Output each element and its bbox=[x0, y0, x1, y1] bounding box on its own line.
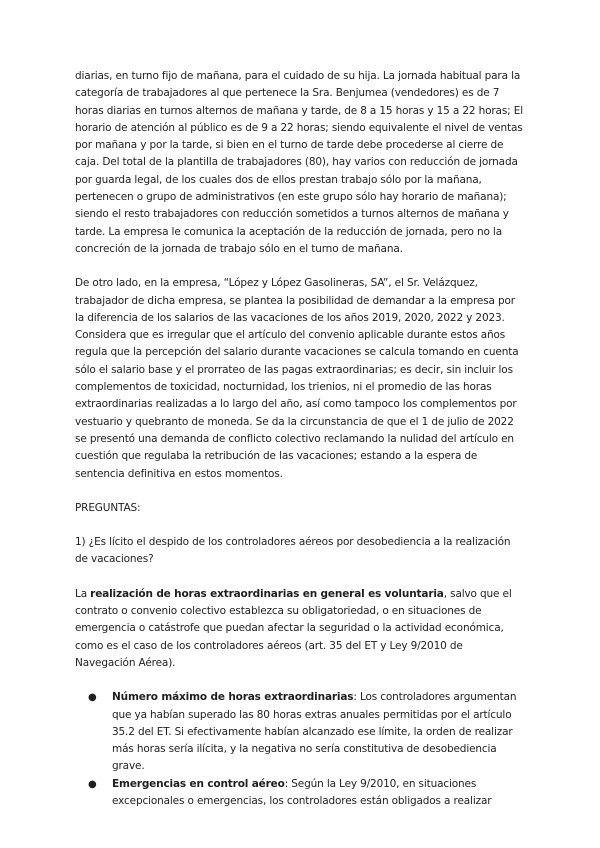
list-item bbox=[75, 776, 524, 811]
list-item-text: : Según la Ley 9/2010, en situaciones excepcionales o emergencias, los controladores están obligados a realizar bbox=[112, 777, 492, 807]
bullet-list bbox=[75, 689, 524, 810]
section-heading-preguntas: PREGUNTAS: bbox=[75, 501, 141, 514]
answer-paragraph bbox=[75, 586, 524, 672]
question-1: 1) ¿Es lícito el despido de los controladores aéreos por desobediencia a la realización de vacaciones? bbox=[75, 536, 511, 566]
list-item-text: : Los controladores argumentan que ya habían superado las 80 horas extras anuales permitidas por el artículo 35.2 del ET. Si efectivamente habían alcanzado ese límite, la orden de realizar más horas sería ilícita, y la negativa no sería constitutiva de desobediencia grave. bbox=[112, 691, 517, 773]
list-item-title: Emergencias en control aéreo bbox=[112, 777, 285, 790]
paragraph-vacaciones: De otro lado, en la empresa, “López y López Gasolineras, SA”, el Sr. Velázquez, trabajador de dicha empresa, se plantea la posibilidad de demandar a la empresa por la diferencia de los salarios de las vacaciones de los años 2019, 2020, 2022 y 2023. Considera que es irregular que el artículo del convenio aplicable durante estos años regula que la percepción del salario durante vacaciones se calcula tomando en cuenta sólo el salario base y el prorrateo de las pagas extraordinarias; es decir, sin incluir los complementos de toxicidad, nocturnidad, los trienios, ni el promedio de las horas extraordinarias realizadas a lo largo del año, así como tampoco los complementos por vestuario y quebranto de moneda. Se da la circunstancia de que el 1 de julio de 2022 se presentó una demanda de conflicto colectivo reclamando la nulidad del artículo en cuestión que regulaba la retribución de las vacaciones; estando a la espera de sentencia definitiva en estos momentos. bbox=[75, 277, 519, 480]
answer-pre-text: La bbox=[75, 587, 91, 600]
list-item bbox=[75, 689, 524, 775]
bullet-icon: ● bbox=[88, 692, 97, 704]
list-item-title: Número máximo de horas extraordinarias bbox=[112, 691, 354, 704]
bullet-icon: ● bbox=[88, 778, 97, 790]
answer-bold-text: realización de horas extraordinarias en general es voluntaria bbox=[90, 587, 444, 600]
answer-post-text: , salvo que el contrato o convenio colectivo establezca su obligatoriedad, o en situaciones de emergencia o catástrofe que puedan afectar la seguridad o la actividad económica, como es el caso de los controladores aéreos (art. 35 del ET y Ley 9/2010 de Navegación Aérea). bbox=[75, 587, 512, 669]
paragraph-reduccion-jornada: diarias, en turno fijo de mañana, para el cuidado de su hija. La jornada habitual para la categoría de trabajadores al que pertenece la Sra. Benjumea (vendedores) es de 7 horas diarias en turnos alternos de mañana y tarde, de 8 a 15 horas y 15 a 22 horas; El horario de atención al público es de 9 a 22 horas; siendo equivalente el nivel de ventas por mañana y por la tarde, si bien en el turno de tarde debe procederse al cierre de caja. Del total de la plantilla de trabajadores (80), hay varios con reducción de jornada por guarda legal, de los cuales dos de ellos prestan trabajo sólo por la mañana, pertenecen o grupo de administrativos (en este grupo sólo hay horario de mañana); siendo el resto trabajadores con reducción sometidos a turnos alternos de mañana y tarde. La empresa le comunica la aceptación de la reducción de jornada, pero no la concreción de la jornada de trabajo sólo en el turno de mañana. bbox=[75, 70, 523, 255]
